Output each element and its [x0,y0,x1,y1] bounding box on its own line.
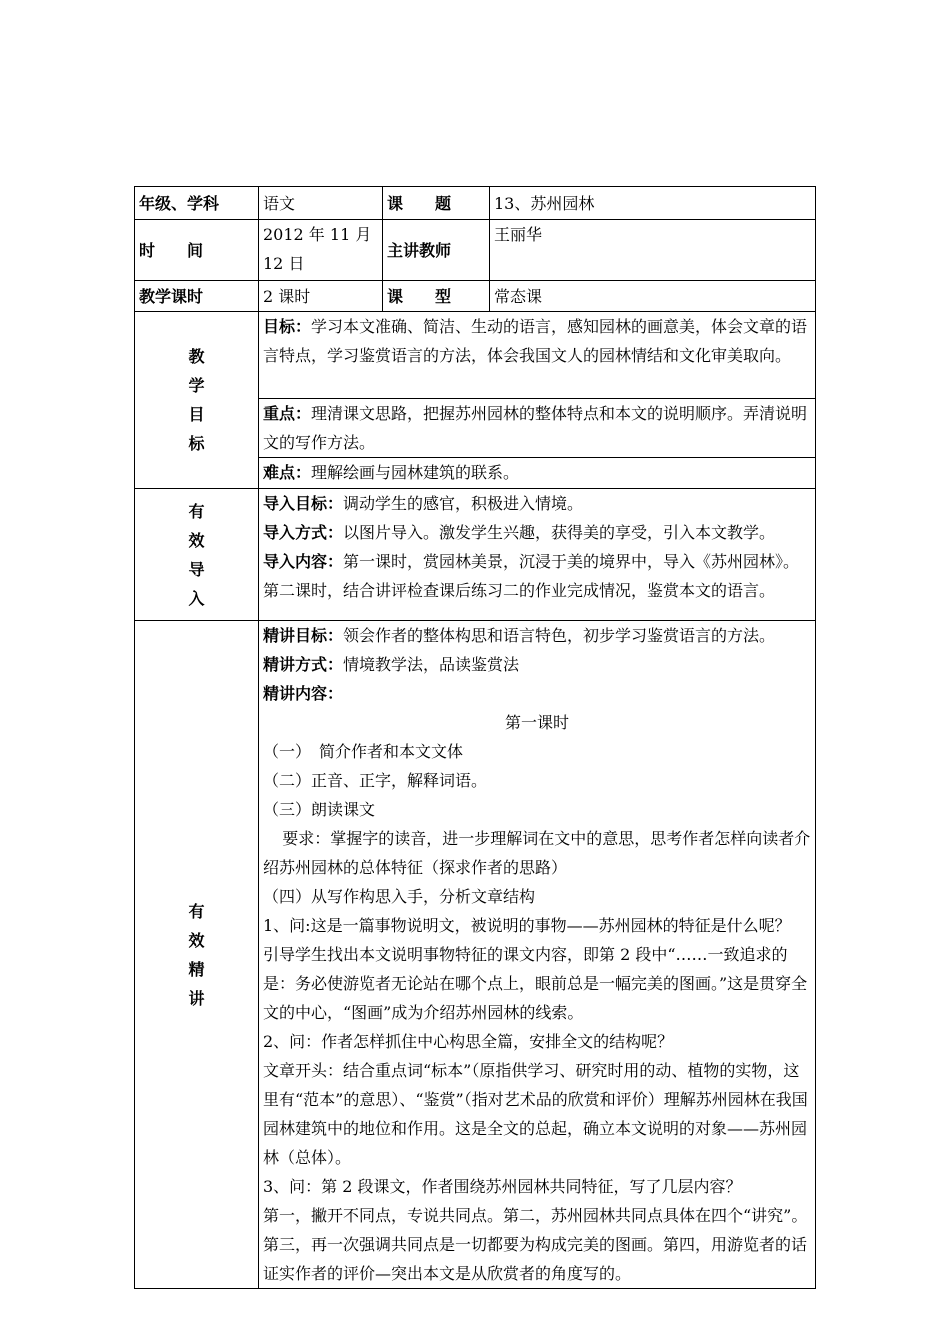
lecture-section-label [135,621,259,1289]
lecture-content-cell [259,621,848,1289]
objective-label: 目标： [263,317,312,336]
lecture-content-label: 精讲内容： [263,684,344,703]
intro-label-char: 效 [188,530,205,550]
step-1: （一） 简介作者和本文文体 [263,742,464,761]
row-intro [135,489,816,621]
intro-goal-text: 调动学生的感官，积极进入情境。 [343,494,584,513]
intro-label-char: 有 [188,501,205,521]
time-label: 时 间 [135,220,259,281]
time-value: 2012 年 11 月 12 日 [259,220,383,281]
difficulty-label: 难点： [263,463,312,482]
goals-label-char: 标 [188,434,205,453]
teacher-label: 主讲教师 [383,220,490,281]
lecture-method-text: 情境教学法，品读鉴赏法 [343,655,520,674]
key-point-text: 理清课文思路，把握苏州园林的整体特点和本文的说明顺序。弄清说明文的写作方法。 [263,404,808,452]
goals-label-char: 目 [188,405,205,424]
intro-method-label: 导入方式： [263,523,344,542]
hours-label: 教学课时 [135,281,259,312]
topic-value: 13、苏州园林 [490,187,816,220]
key-point-label: 重点： [263,404,312,423]
row-grade-topic [135,187,816,220]
intro-label-char: 入 [188,588,205,608]
question-1: 1、问:这是一篇事物说明文，被说明的事物——苏州园林的特征是什么呢？ [263,916,791,935]
step-2: （二）正音、正字，解释词语。 [263,771,488,790]
objective-text: 学习本文准确、简洁、生动的语言，感知园林的画意美，体会文章的语言特点，学习鉴赏语言的方法，体会我国文人的园林情结和文化审美取向。 [263,317,808,365]
intro-section-label [135,489,259,621]
row-goals-objective [135,312,816,399]
reading-requirement: 要求：掌握字的读音，进一步理解词在文中的意思，思考作者怎样向读者介绍苏州园林的总体特征（探求作者的思路） [263,829,811,877]
question-2: 2、问：作者怎样抓住中心构思全篇，安排全文的结构呢？ [263,1032,674,1051]
lecture-method-label: 精讲方式： [263,655,344,674]
goals-section-label [135,312,259,489]
lecture-label-char: 有 [188,901,205,921]
type-label: 课 型 [383,281,490,312]
grade-value: 语文 [259,187,383,220]
grade-label: 年级、学科 [135,187,259,220]
goals-difficulty-cell [259,458,816,489]
topic-label: 课 题 [383,187,490,220]
answer-3: 第一，撇开不同点，专说共同点。第二，苏州园林共同点具体在四个“讲究”。 第三，再一次强调共同点是一切都要为构成完美的图画。第四，用游览者的话证实作者的评价—突出本文是从欣赏者的角度写的。 [263,1206,848,1283]
intro-content-text: 第一课时，赏园林美景，沉浸于美的境界中，导入《苏州园林》。第二课时，结合讲评检查课后练习二的作业完成情况，鉴赏本文的语言。 [263,552,800,600]
lesson-plan-sheet [134,186,848,1289]
intro-goal-label: 导入目标： [263,494,344,513]
session-title: 第一课时 [504,713,569,732]
goals-label-char: 学 [188,376,205,395]
goals-key-cell [259,399,816,458]
intro-method-text: 以图片导入。激发学生兴趣，获得美的享受，引入本文教学。 [343,523,776,542]
difficulty-text: 理解绘画与园林建筑的联系。 [311,463,520,482]
step-3: （三）朗读课文 [263,800,376,819]
goals-label-char: 教 [188,347,205,366]
type-value: 常态课 [490,281,816,312]
teacher-value: 王丽华 [490,220,816,281]
intro-label-char: 导 [188,559,205,579]
intro-content-cell [259,489,816,621]
lecture-goal-label: 精讲目标： [263,626,344,645]
answer-1: 引导学生找出本文说明事物特征的课文内容，即第 2 段中“……一致追求的是：务必使游览者无论站在哪个点上，眼前总是一幅完美的图画。”这是贯穿全文的中心，“图画”成为介绍苏州园林的线索。 [263,945,808,1022]
step-4: （四）从写作构思入手，分析文章结构 [263,887,536,906]
question-3: 3、问：第 2 段课文，作者围绕苏州园林共同特征，写了几层内容？ [263,1177,742,1196]
hours-value: 2 课时 [259,281,383,312]
answer-2: 文章开头：结合重点词“标本”（原指供学习、研究时用的动、植物的实物，这里有“范本”的意思）、“鉴赏”（指对艺术品的欣赏和评价）理解苏州园林在我国园林建筑中的地位和作用。这是全文的总起，确立本文说明的对象——苏州园林（总体）。 [263,1061,808,1167]
lecture-goal-text: 领会作者的整体构思和语言特色，初步学习鉴赏语言的方法。 [343,626,776,645]
row-lecture [135,621,816,1289]
lecture-label-char: 精 [188,959,205,979]
row-hours-type [135,281,816,312]
row-time-teacher [135,220,816,281]
goals-objective-cell [259,312,816,399]
lecture-label-char: 讲 [188,988,205,1008]
lesson-plan-table [134,186,848,1289]
lecture-label-char: 效 [188,930,205,950]
intro-content-label: 导入内容： [263,552,344,571]
